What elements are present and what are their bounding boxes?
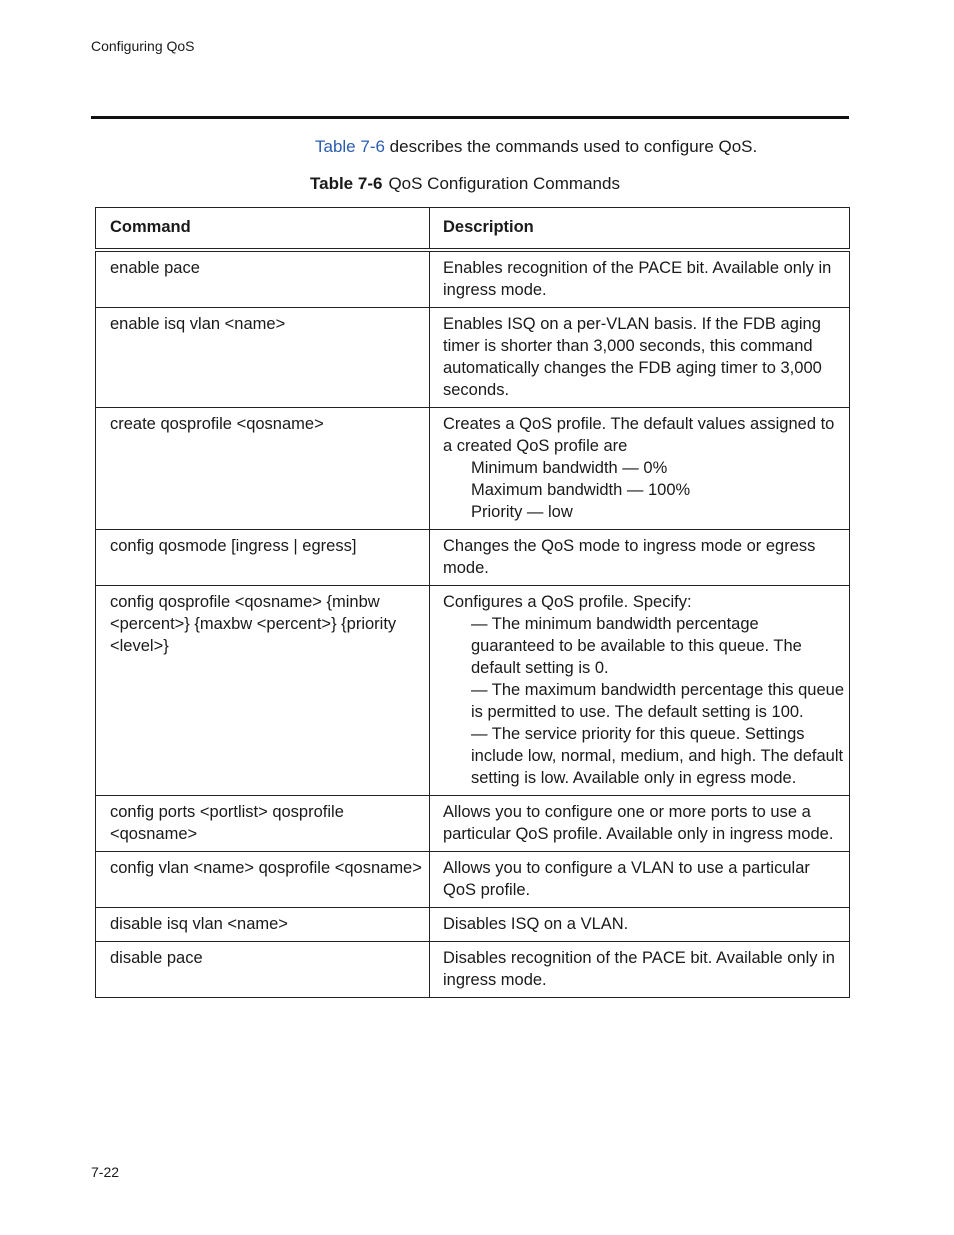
command-cell: config qosmode [ingress | egress] — [96, 530, 430, 586]
description-text: Allows you to configure one or more ports to use a particular QoS profile. Available only in ingress mode. — [443, 803, 834, 843]
command-cell: config vlan <name> qosprofile <qosname> — [96, 852, 430, 908]
caption-label: Table 7-6 — [310, 174, 383, 193]
intro-text: describes the commands used to configure QoS. — [384, 137, 758, 156]
description-cell — [430, 530, 850, 586]
table-header-row — [96, 208, 850, 251]
table-link[interactable]: Table 7-6 — [315, 137, 385, 156]
detail-line: — The service priority for this queue. Settings include low, normal, medium, and high. The default setting is low. Available only in egress mode. — [471, 725, 844, 787]
table-row — [96, 796, 850, 852]
table-row — [96, 308, 850, 408]
description-text: Allows you to configure a VLAN to use a particular QoS profile. — [443, 859, 810, 899]
description-text: Creates a QoS profile. The default values assigned to a created QoS profile are — [443, 415, 835, 455]
command-cell: disable isq vlan <name> — [96, 908, 430, 942]
command-cell: config qosprofile <qosname> {minbw <percent>} {maxbw <percent>} {priority <level>} — [96, 586, 430, 796]
table-row — [96, 852, 850, 908]
detail-line: Minimum bandwidth — 0% — [471, 459, 668, 477]
description-cell — [430, 796, 850, 852]
description-cell — [430, 908, 850, 942]
description-text: Changes the QoS mode to ingress mode or egress mode. — [443, 537, 816, 577]
qos-commands-table — [95, 207, 850, 998]
description-text: Enables ISQ on a per-VLAN basis. If the FDB aging timer is shorter than 3,000 seconds, this command automatically changes the FDB aging timer to 3,000 seconds. — [443, 315, 822, 399]
description-text: Disables recognition of the PACE bit. Available only in ingress mode. — [443, 949, 835, 989]
table-row — [96, 250, 850, 308]
table-row — [96, 908, 850, 942]
detail-line: Maximum bandwidth — 100% — [471, 481, 691, 499]
table-row — [96, 586, 850, 796]
command-cell: config ports <portlist> qosprofile <qosname> — [96, 796, 430, 852]
command-cell: enable isq vlan <name> — [96, 308, 430, 408]
description-cell — [430, 408, 850, 530]
table-row — [96, 942, 850, 998]
running-head: Configuring QoS — [91, 38, 195, 54]
table-row — [96, 530, 850, 586]
table-caption — [310, 174, 620, 194]
detail-line: Priority — low — [471, 503, 573, 521]
header-rule — [91, 116, 849, 119]
column-header-description: Description — [430, 208, 850, 251]
description-cell — [430, 586, 850, 796]
description-text: Disables ISQ on a VLAN. — [443, 915, 629, 933]
caption-title: QoS Configuration Commands — [388, 174, 620, 193]
detail-line: — The minimum bandwidth percentage guaranteed to be available to this queue. The default setting is 0. — [471, 615, 802, 677]
description-cell — [430, 308, 850, 408]
intro-paragraph — [315, 137, 757, 157]
command-cell: create qosprofile <qosname> — [96, 408, 430, 530]
command-cell: disable pace — [96, 942, 430, 998]
command-cell: enable pace — [96, 250, 430, 308]
description-cell — [430, 852, 850, 908]
description-cell — [430, 250, 850, 308]
page-number: 7-22 — [91, 1164, 120, 1180]
column-header-command: Command — [96, 208, 430, 251]
detail-line: — The maximum bandwidth percentage this queue is permitted to use. The default setting is 100. — [471, 681, 844, 721]
description-text: Enables recognition of the PACE bit. Available only in ingress mode. — [443, 259, 832, 299]
description-cell — [430, 942, 850, 998]
table-row — [96, 408, 850, 530]
description-text: Configures a QoS profile. Specify: — [443, 593, 692, 611]
